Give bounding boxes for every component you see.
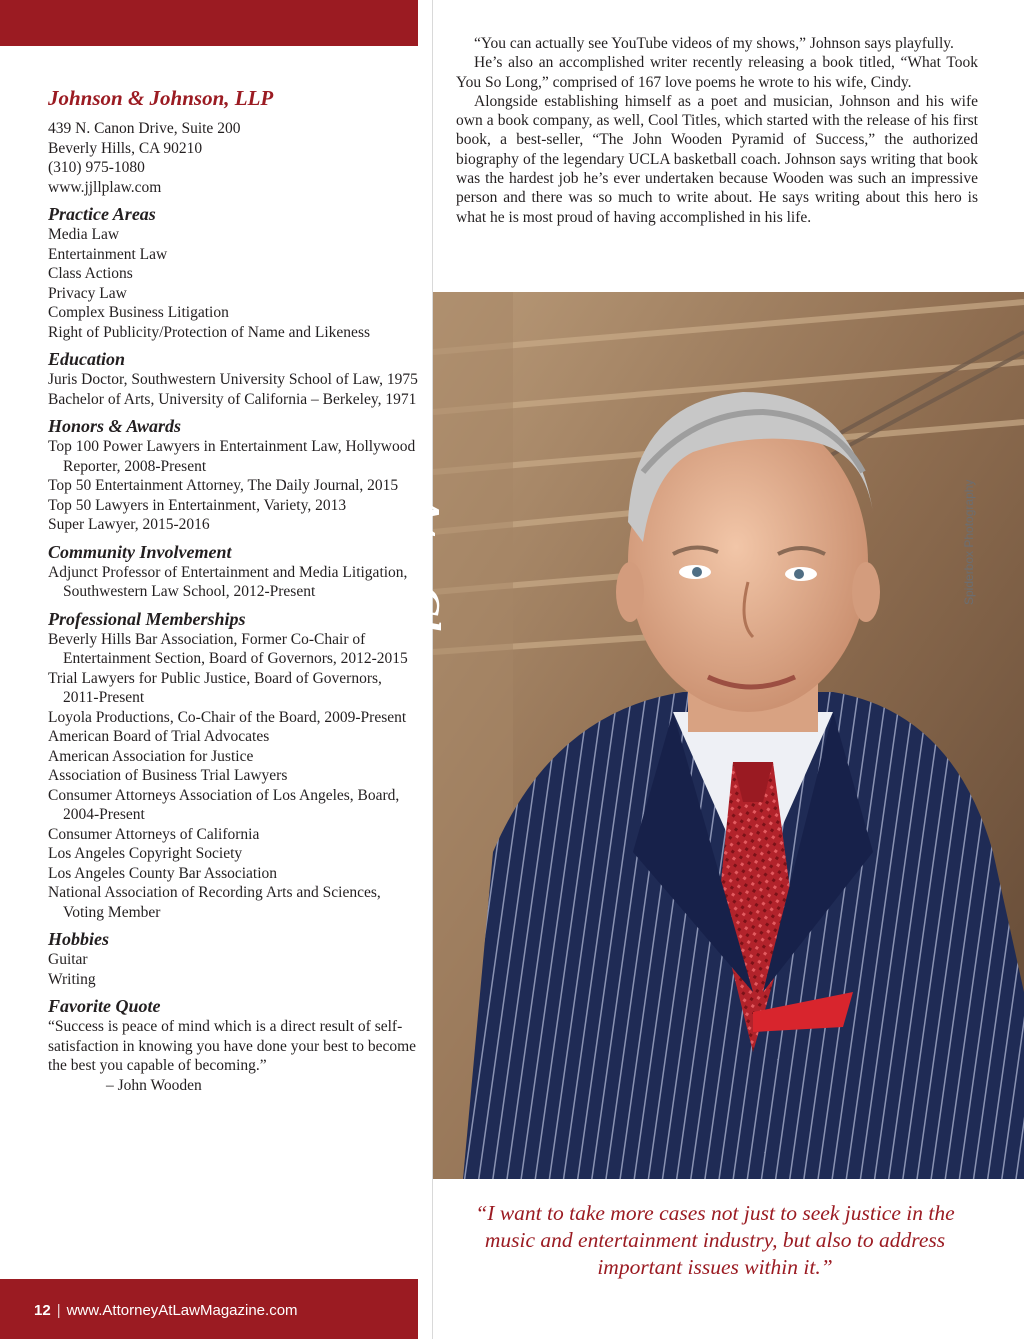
at-a-glance-heading bbox=[400, 495, 480, 795]
section-title: Hobbies bbox=[48, 929, 109, 949]
section-item: Consumer Attorneys Association of Los Angeles, Board, 2004-Present bbox=[48, 786, 400, 823]
footer-separator: | bbox=[56, 1302, 61, 1319]
section-item: Entertainment Law bbox=[48, 245, 168, 263]
section-item: Top 100 Power Lawyers in Entertainment Law, Hollywood Reporter, 2008-Present bbox=[48, 438, 416, 475]
website-line: www.jjllplaw.com bbox=[48, 178, 162, 196]
section-title: Professional Memberships bbox=[48, 608, 246, 629]
section-item: Loyola Productions, Co-Chair of the Board, 2009-Present bbox=[48, 708, 407, 726]
article-text bbox=[456, 34, 978, 227]
sidebar-sections bbox=[48, 203, 418, 989]
section-title: Education bbox=[48, 349, 126, 369]
section-title: Practice Areas bbox=[48, 204, 156, 224]
section-item: Top 50 Lawyers in Entertainment, Variety, 2013 bbox=[48, 496, 347, 514]
section-title: Community Involvement bbox=[48, 541, 232, 562]
pull-quote: “I want to take more cases not just to seek justice in the music and entertainment industry, but also to address important issues within it.” bbox=[475, 1201, 955, 1279]
section-item: Bachelor of Arts, University of California – Berkeley, 1971 bbox=[48, 390, 417, 408]
portrait-illustration bbox=[433, 292, 1024, 1179]
quote-title: Favorite Quote bbox=[48, 996, 161, 1016]
favorite-quote-text: “Success is peace of mind which is a direct result of self-satisfaction in knowing you have done your best to become the best you capable of becoming.” bbox=[48, 1018, 417, 1074]
address-line: 439 N. Canon Drive, Suite 200 bbox=[48, 120, 241, 137]
sidebar-content bbox=[48, 86, 418, 1095]
section-item: American Board of Trial Advocates bbox=[48, 728, 270, 745]
section-item: Beverly Hills Bar Association, Former Co-Chair of Entertainment Section, Board of Governors, 2012-2015 bbox=[48, 630, 408, 667]
section-title: Honors & Awards bbox=[48, 416, 182, 436]
footer bbox=[34, 1302, 298, 1319]
section-item: Consumer Attorneys of California bbox=[48, 825, 260, 843]
footer-website-link[interactable]: www.AttorneyAtLawMagazine.com bbox=[66, 1302, 298, 1319]
section-item: Right of Publicity/Protection of Name and Likeness bbox=[48, 323, 371, 341]
section-item: Los Angeles County Bar Association bbox=[48, 864, 278, 882]
photo-credit bbox=[962, 455, 980, 605]
firm-name: Johnson & Johnson, LLP bbox=[48, 86, 274, 110]
at-a-glance-text: At a Glance bbox=[400, 495, 449, 722]
section-item: Adjunct Professor of Entertainment and Media Litigation, Southwestern Law School, 2012-Present bbox=[48, 563, 408, 600]
section-item: Top 50 Entertainment Attorney, The Daily Journal, 2015 bbox=[48, 477, 399, 494]
section-item: Juris Doctor, Southwestern University School of Law, 1975 bbox=[48, 371, 418, 388]
section-item: Complex Business Litigation bbox=[48, 304, 229, 321]
section-item: Media Law bbox=[48, 226, 120, 243]
section-item: Privacy Law bbox=[48, 284, 127, 302]
section-item: Writing bbox=[48, 970, 96, 988]
article-paragraph: He’s also an accomplished writer recently releasing a book titled, “What Took You So Long,” comprised of 167 love poems he wrote to his wife, Cindy. bbox=[456, 54, 978, 91]
top-accent-bar bbox=[0, 0, 418, 46]
article-paragraph: “You can actually see YouTube videos of my shows,” Johnson says playfully. bbox=[474, 35, 954, 52]
section-item: Los Angeles Copyright Society bbox=[48, 845, 243, 862]
section-item: Trial Lawyers for Public Justice, Board of Governors, 2011-Present bbox=[48, 669, 382, 706]
page-number: 12 bbox=[34, 1302, 51, 1319]
sidebar bbox=[0, 0, 432, 1339]
section-item: National Association of Recording Arts and Sciences, Voting Member bbox=[48, 884, 381, 921]
section-item: American Association for Justice bbox=[48, 747, 254, 765]
article-paragraph: Alongside establishing himself as a poet and musician, Johnson and his wife own a book company, as well, Cool Titles, which started with the release of his first book, a best-seller, “The John Wooden Pyramid of Success,” the authorized biography of the legendary UCLA basketball coach. Johnson says writing that book was the hardest job he’s ever undertaken because Wooden was such an impressive person and there was so much to write about. He says writing about this hero is what he is most proud of having accomplished in his life. bbox=[456, 92, 978, 226]
city-line: Beverly Hills, CA 90210 bbox=[48, 139, 203, 157]
photo-credit-text: Spiderbox Photography bbox=[962, 479, 976, 605]
favorite-quote-author: – John Wooden bbox=[106, 1076, 202, 1094]
phone-line: (310) 975-1080 bbox=[48, 159, 145, 176]
section-item: Super Lawyer, 2015-2016 bbox=[48, 516, 210, 533]
section-item: Association of Business Trial Lawyers bbox=[48, 767, 288, 784]
section-item: Class Actions bbox=[48, 265, 133, 282]
section-item: Guitar bbox=[48, 951, 88, 968]
portrait-photo bbox=[433, 292, 1024, 1179]
